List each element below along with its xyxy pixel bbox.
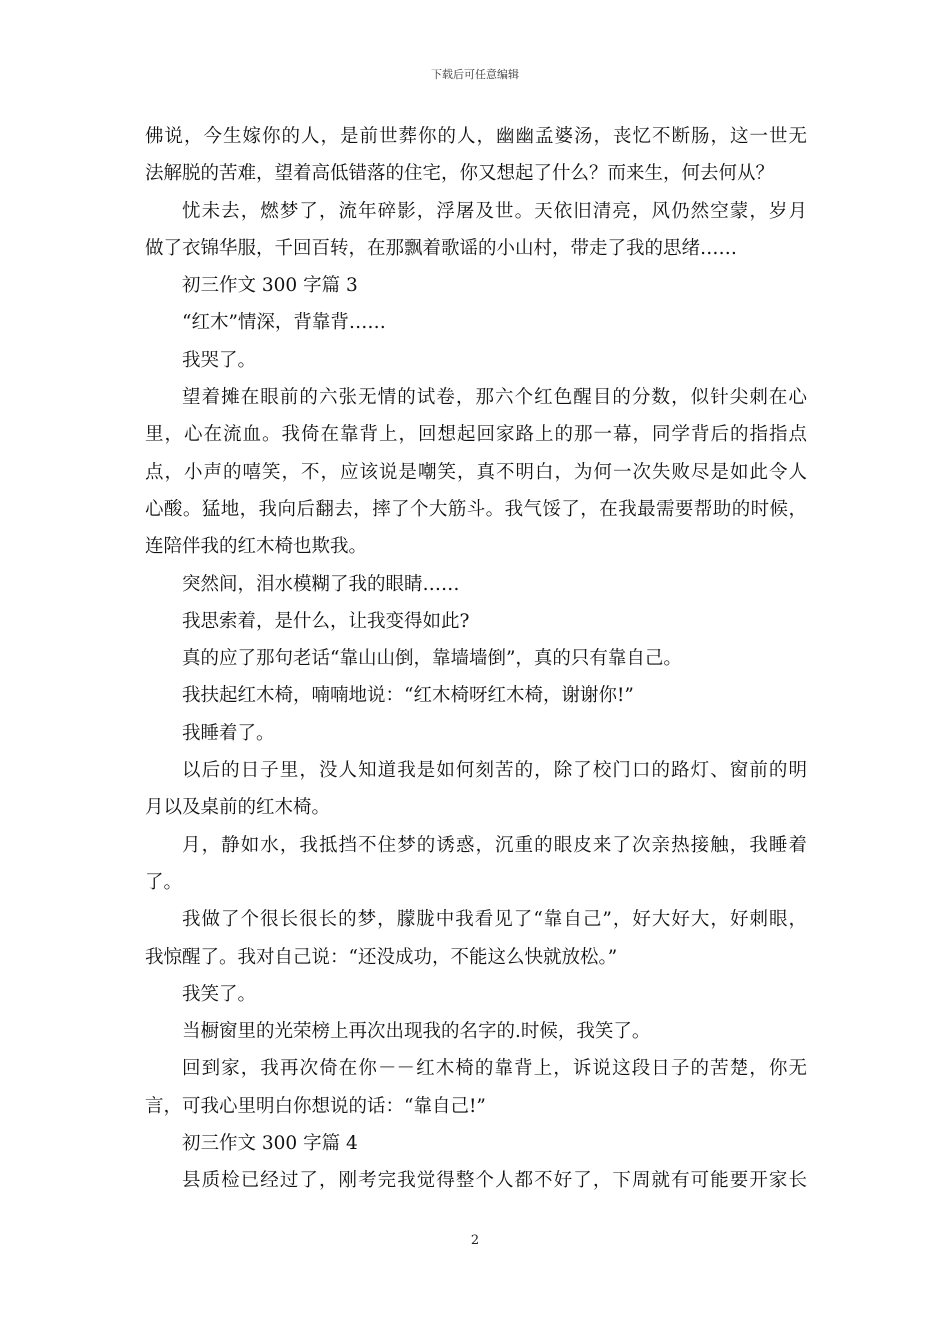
text-line: 月，静如水，我抵挡不住梦的诱惑，沉重的眼皮来了次亲热接触，我睡着 [182,834,807,856]
text-line: 我惊醒了。我对自己说：“还没成功，不能这么快就放松。” [145,946,618,968]
document-body [145,118,807,1200]
text-line: 望着摊在眼前的六张无情的试卷，那六个红色醒目的分数，似针尖刺在心 [182,387,807,409]
text-line: 忧未去，燃梦了，流年碎影，浮屠及世。天依旧清亮，风仍然空蒙，岁月 [182,200,807,222]
page-number: 2 [470,1233,480,1248]
text-line: 我哭了。 [182,349,257,371]
text-line: 县质检已经过了，刚考完我觉得整个人都不好了，下周就有可能要开家长 [182,1170,807,1192]
text-line: 言，可我心里明白你想说的话：“靠自己!” [145,1095,486,1117]
text-line: 突然间，泪水模糊了我的眼睛…… [182,573,460,595]
text-line: 佛说，今生嫁你的人，是前世葬你的人，幽幽孟婆汤，丧忆不断肠，这一世无 [145,126,807,147]
text-line: 点，小声的嘻笑，不，应该说是嘲笑，真不明白，为何一次失败尽是如此令人 [145,461,807,483]
text-line: 以后的日子里，没人知道我是如何刻苦的，除了校门口的路灯、窗前的明 [182,760,807,782]
text-line: 我笑了。 [182,983,257,1005]
text-line: 真的应了那句老话“靠山山倒，靠墙墙倒”，真的只有靠自己。 [182,648,682,670]
text-line: 了。 [145,871,183,893]
text-line: 月以及桌前的红木椅。 [145,797,331,819]
text-line: “红木”情深，背靠背…… [182,312,386,334]
text-line: 当橱窗里的光荣榜上再次出现我的名字的.时候，我笑了。 [182,1021,651,1043]
text-line: 我睡着了。 [182,722,275,744]
text-line: 连陪伴我的红木椅也欺我。 [145,536,368,558]
text-line: 初三作文 300 字篇 4 [182,1133,358,1155]
text-line: 回到家，我再次倚在你－－红木椅的靠背上，诉说这段日子的苦楚，你无 [182,1058,807,1080]
text-line: 我思索着，是什么，让我变得如此? [182,610,470,632]
text-line: 初三作文 300 字篇 3 [182,275,358,297]
text-line: 心酸。猛地，我向后翻去，摔了个大筋斗。我气馁了，在我最需要帮助的时候， [145,498,807,520]
text-line: 我扶起红木椅，喃喃地说：“红木椅呀红木椅，谢谢你!” [182,685,634,707]
text-line: 法解脱的苦难，望着高低错落的住宅，你又想起了什么？而来生，何去何从？ [145,163,775,185]
text-line: 里，心在流血。我倚在靠背上，回想起回家路上的那一幕，同学背后的指指点 [145,424,807,446]
text-line: 我做了个很长很长的梦，朦胧中我看见了“靠自己”，好大好大，好刺眼， [182,909,807,931]
text-line: 做了衣锦华服，千回百转，在那飘着歌谣的小山村，带走了我的思绪…… [145,237,738,259]
page-header: 下载后可任意编辑 [431,68,519,81]
